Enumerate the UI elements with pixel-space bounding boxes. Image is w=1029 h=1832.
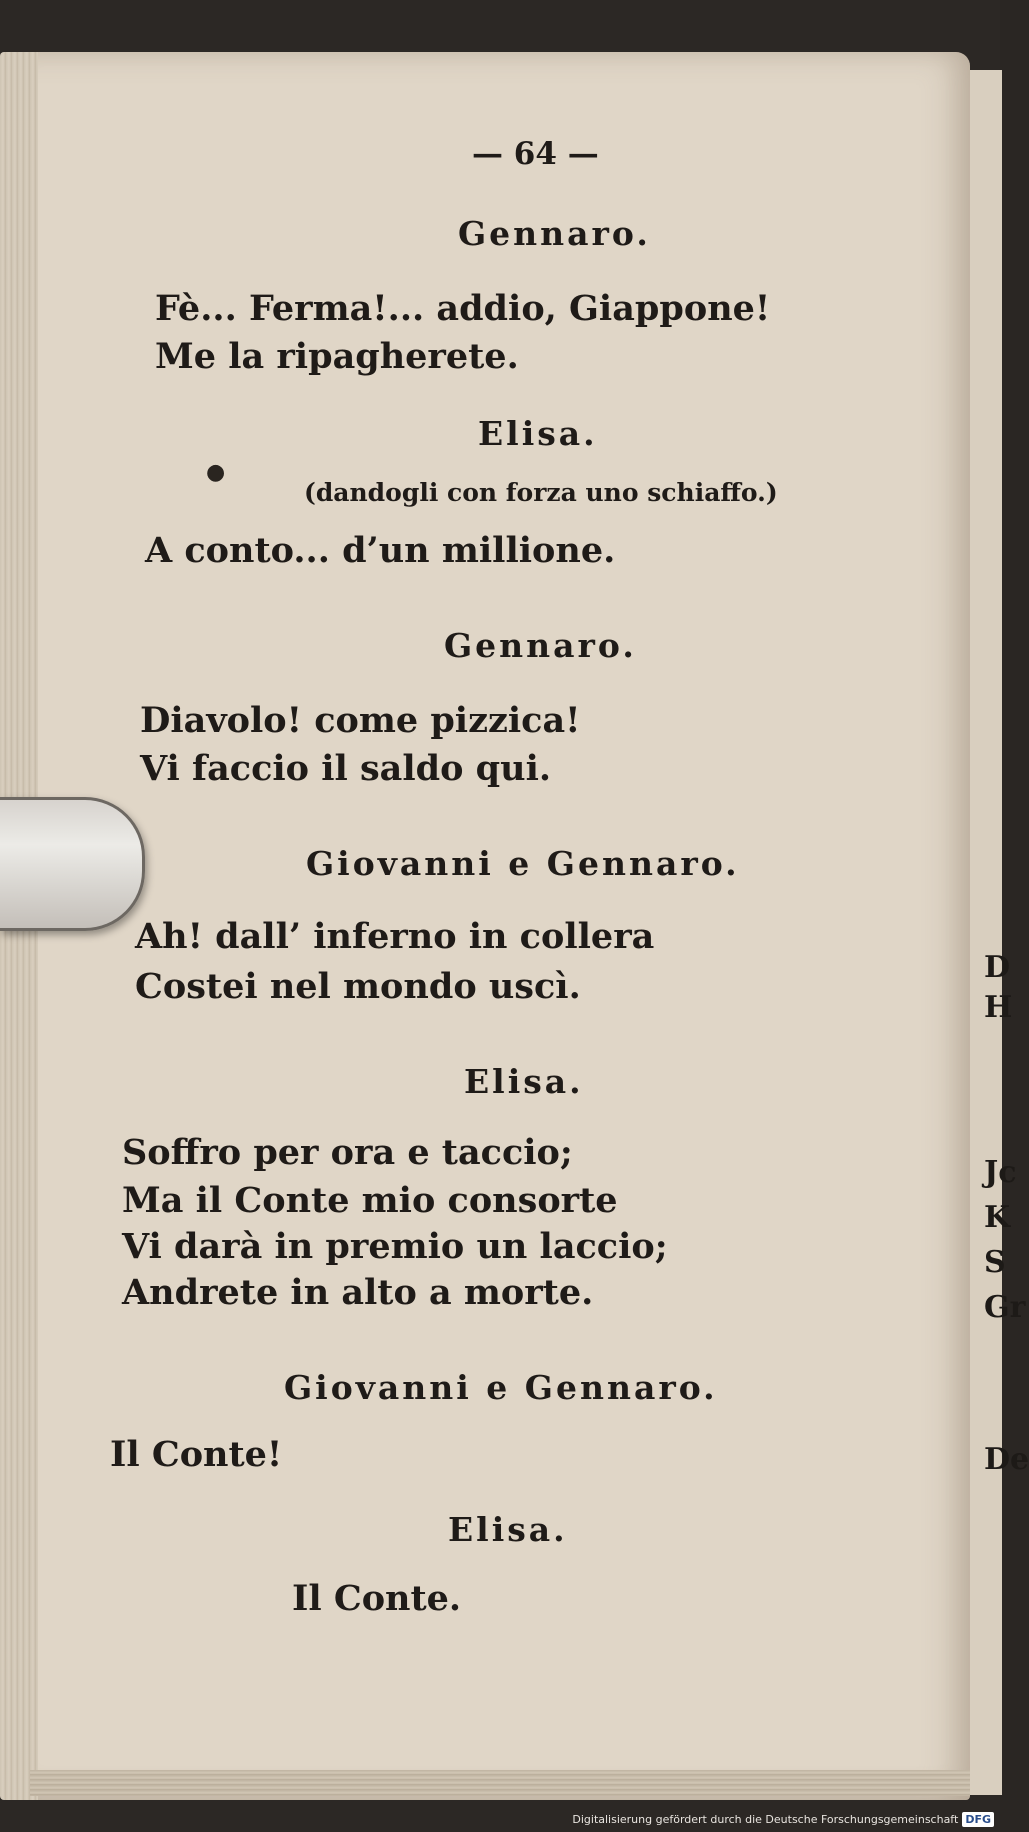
page-number: — 64 — — [472, 136, 599, 172]
next-page-fragment: Gr — [984, 1290, 1026, 1325]
next-page-fragment: H — [984, 990, 1013, 1025]
next-page-fragment: D — [984, 950, 1011, 985]
digitization-footer — [572, 1808, 994, 1830]
verse-line: Fè... Ferma!... addio, Giappone! — [155, 288, 771, 329]
speaker-label: Elisa. — [478, 414, 598, 453]
speaker-label: Elisa. — [448, 1510, 568, 1549]
verse-line: Costei nel mondo uscì. — [135, 966, 581, 1007]
next-page-fragment: Jc — [984, 1155, 1017, 1190]
next-page-fragment: S — [984, 1245, 1006, 1280]
verse-line: Ah! dall’ inferno in collera — [135, 916, 655, 957]
verse-line: Diavolo! come pizzica! — [140, 700, 581, 741]
verse-line: Soffro per ora e taccio; — [122, 1132, 573, 1173]
ink-speck: ● — [206, 460, 226, 485]
verse-line: Ma il Conte mio consorte — [122, 1180, 618, 1221]
footer-credit: Digitalisierung gefördert durch die Deutsche Forschungsgemeinschaft — [572, 1812, 959, 1826]
speaker-label: Gennaro. — [444, 626, 637, 665]
speaker-label: Gennaro. — [458, 214, 651, 253]
stage-direction: (dandogli con forza uno schiaffo.) — [304, 478, 778, 507]
verse-line: Vi darà in premio un laccio; — [122, 1226, 668, 1267]
page-bottom-edge — [30, 1770, 970, 1796]
page-clip — [0, 797, 145, 931]
speaker-label: Giovanni e Gennaro. — [284, 1368, 718, 1407]
verse-line: Vi faccio il saldo qui. — [140, 748, 552, 789]
verse-line: Andrete in alto a morte. — [122, 1272, 594, 1313]
speaker-label: Giovanni e Gennaro. — [306, 844, 740, 883]
next-page-fragment: De — [984, 1442, 1029, 1477]
verse-line: Me la ripagherete. — [155, 336, 519, 377]
verse-line: Il Conte. — [292, 1578, 462, 1619]
dfg-logo: DFG — [962, 1812, 994, 1827]
verse-line: A conto... d’un millione. — [145, 530, 616, 571]
speaker-label: Elisa. — [464, 1062, 584, 1101]
verse-line: Il Conte! — [110, 1434, 283, 1475]
next-page-fragment: K — [984, 1200, 1011, 1235]
